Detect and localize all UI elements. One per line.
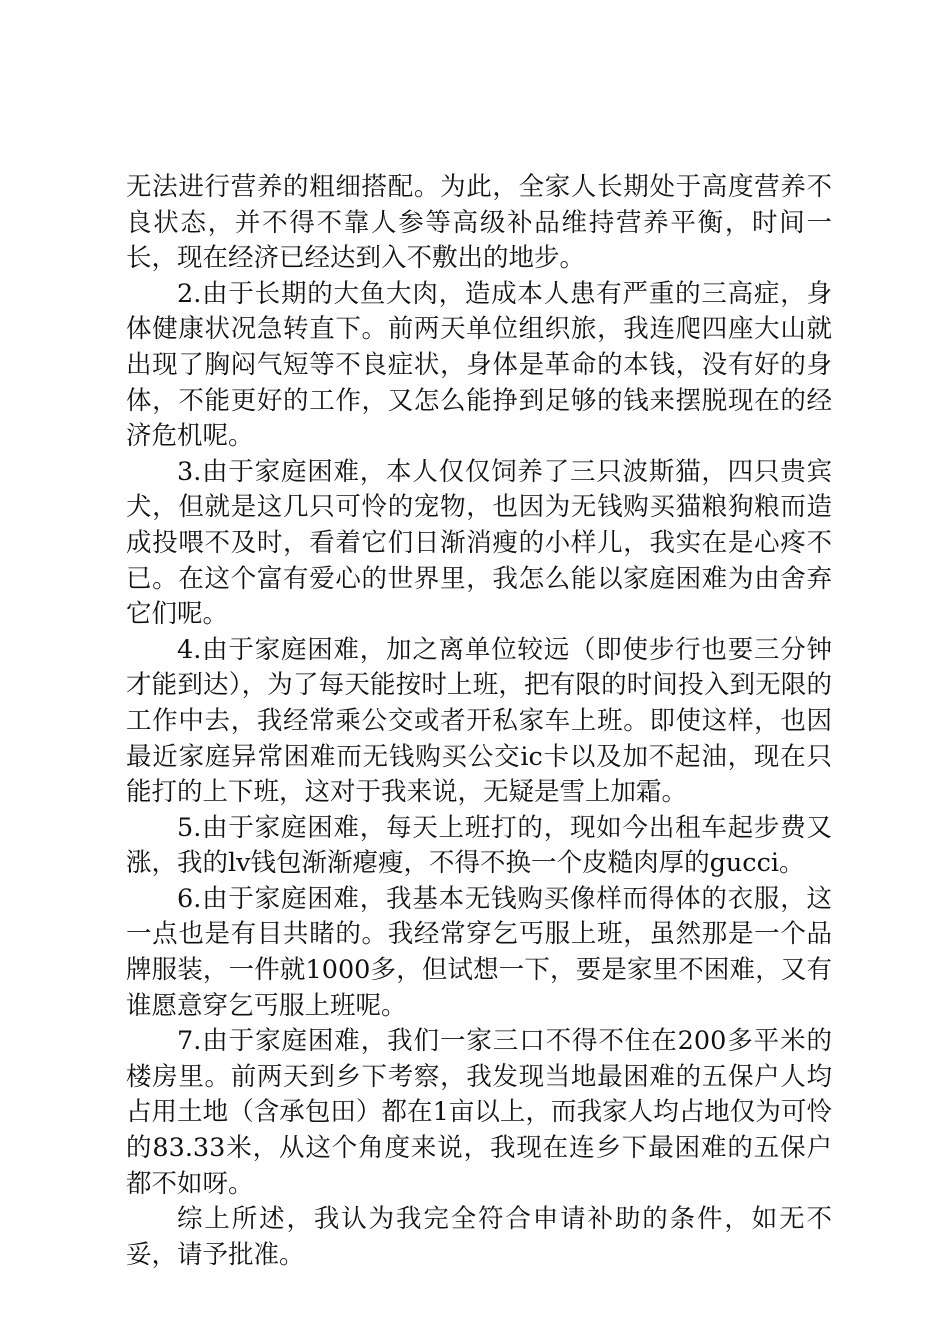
paragraph-item-4: 4.由于家庭困难，加之离单位较远（即使步行也要三分钟才能到达），为了每天能按时上班，把有限的时间投入到无限的工作中去，我经常乘公交或者开私家车上班。即使这样，也因最近家庭异常困难而无钱购买公交ic卡以及加不起油，现在只能打的上下班，这对于我来说，无疑是雪上加霜。 bbox=[126, 634, 832, 808]
paragraph-item-2: 2.由于长期的大鱼大肉，造成本人患有严重的三高症，身体健康状况急转直下。前两天单位组织旅，我连爬四座大山就出现了胸闷气短等不良症状，身体是革命的本钱，没有好的身体，不能更好的工作，又怎么能挣到足够的钱来摆脱现在的经济危机呢。 bbox=[126, 278, 832, 452]
paragraph-item-5: 5.由于家庭困难，每天上班打的，现如今出租车起步费又涨，我的lv钱包渐渐瘪瘦，不得不换一个皮糙肉厚的gucci。 bbox=[126, 812, 832, 879]
paragraph-conclusion: 综上所述，我认为我完全符合申请补助的条件，如无不妥，请予批准。 bbox=[126, 1204, 832, 1270]
paragraph-item-6: 6.由于家庭困难，我基本无钱购买像样而得体的衣服，这一点也是有目共睹的。我经常穿乞丐服上班，虽然那是一个品牌服装，一件就1000多，但试想一下，要是家里不困难，又有谁愿意穿乞丐服上班呢。 bbox=[126, 883, 832, 1021]
document-body bbox=[126, 170, 832, 1273]
paragraph-item-7: 7.由于家庭困难，我们一家三口不得不住在200多平米的楼房里。前两天到乡下考察，我发现当地最困难的五保户人均占用土地（含承包田）都在1亩以上，而我家人均占地仅为可怜的83.33米，从这个角度来说，我现在连乡下最困难的五保户都不如呀。 bbox=[126, 1026, 832, 1199]
paragraph-item-3: 3.由于家庭困难，本人仅仅饲养了三只波斯猫，四只贵宾犬，但就是这几只可怜的宠物，也因为无钱购买猫粮狗粮而造成投喂不及时，看着它们日渐消瘦的小样儿，我实在是心疼不已。在这个富有爱心的世界里，我怎么能以家庭困难为由舍弃它们呢。 bbox=[126, 456, 832, 630]
paragraph-continuation: 无法进行营养的粗细搭配。为此，全家人长期处于高度营养不良状态，并不得不靠人参等高级补品维持营养平衡，时间一长，现在经济已经达到入不敷出的地步。 bbox=[126, 172, 832, 274]
